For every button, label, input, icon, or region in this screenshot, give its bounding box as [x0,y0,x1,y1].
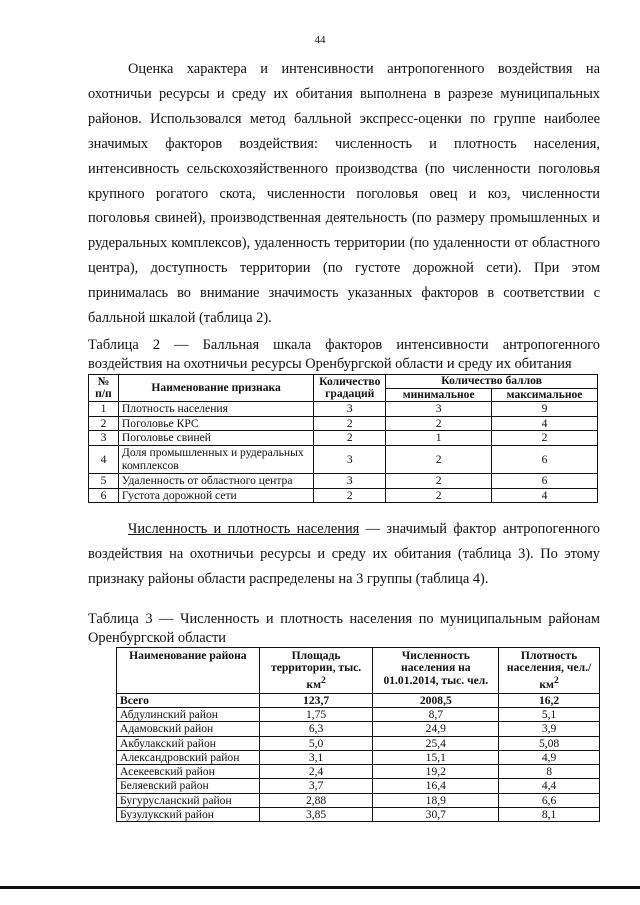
table2-cell-gradations: 2 [314,416,386,431]
intro-paragraph [88,57,600,331]
table2-cell-name: Плотность населения [118,402,313,417]
table2-cell-name: Густота дорожной сети [118,488,313,503]
footer-rule [0,886,640,889]
table2-points-scale [88,374,598,503]
table2-row [89,445,598,473]
table3-cell-area: 2,88 [259,793,373,807]
table2-cell-min: 3 [386,402,492,417]
table2-cell-min: 1 [386,431,492,446]
table2-row [89,488,598,503]
table3-header-population: Численность населения на 01.01.2014, тыс. чел. [373,648,499,694]
table3-cell-density: 5,1 [499,708,600,722]
table3-total-density: 16,2 [499,694,600,708]
table2-cell-gradations: 3 [314,402,386,417]
table2-cell-gradations: 3 [314,445,386,473]
table2-cell-name: Удаленность от областного центра [118,473,313,488]
table2-cell-num: 2 [89,416,119,431]
table3-cell-area: 3,7 [259,779,373,793]
table2-row [89,402,598,417]
table3-cell-name: Александровский район [117,750,260,764]
table2-header-gradations: Количество градаций [314,375,386,402]
table3-cell-area: 6,3 [259,722,373,736]
table3-cell-density: 8 [499,765,600,779]
table2-cell-max: 2 [492,431,598,446]
table3-total-area: 123,7 [259,694,373,708]
table3-population-density [116,647,600,822]
table2-cell-num: 1 [89,402,119,417]
table3-cell-name: Абдулинский район [117,708,260,722]
table3-cell-name: Бугурусланский район [117,793,260,807]
table3-total-row [117,694,600,708]
table3-header-name: Наименование района [117,648,260,694]
table3-caption: Таблица 3 — Численность и плотность населения по муниципальным районам Оренбургской области [88,611,600,646]
table2-cell-max: 4 [492,416,598,431]
table2-cell-gradations: 3 [314,473,386,488]
table3-row [117,779,600,793]
table2-cell-min: 2 [386,473,492,488]
table2-cell-max: 6 [492,445,598,473]
table2-header-min: минимальное [386,388,492,402]
table3-row [117,708,600,722]
table2-header-max: максимальное [492,388,598,402]
table2-header-num: № п/п [89,375,119,402]
table2-cell-num: 5 [89,473,119,488]
intro-paragraph-text: Оценка характера и интенсивности антропогенного воздействия на охотничьи ресурсы и среду их обитания выполнена в разрезе муниципальных районов. Использовался метод балльной экспресс-оценки по группе наиболее значимых факторов воздействия: численность и плотность населения, интенсивность сельскохозяйственного производства (по численности поголовья крупного рогатого скота, численности поголовья овец и коз, численности поголовья свиней), производственная деятельность (по размеру промышленных и рудеральных комплексов), удаленность территории (по удаленности от областного центра), доступность территории (по густоте дорожной сети). При этом принималась во внимание значимость указанных факторов в соответствии с балльной шкалой (таблица 2). [88,61,600,327]
table3-total-population: 2008,5 [373,694,499,708]
table2-row [89,431,598,446]
table2-header-points: Количество баллов [386,375,598,389]
table2-cell-max: 9 [492,402,598,417]
table3-cell-area: 3,85 [259,807,373,821]
page-number: 44 [314,34,326,46]
table3-row [117,750,600,764]
table3-cell-density: 4,9 [499,750,600,764]
table3-cell-area: 2,4 [259,765,373,779]
table3-cell-name: Асекеевский район [117,765,260,779]
table3-cell-pop: 25,4 [373,736,499,750]
table2-cell-min: 2 [386,445,492,473]
table2-cell-max: 6 [492,473,598,488]
table3-cell-area: 1,75 [259,708,373,722]
table2-cell-num: 3 [89,431,119,446]
table2-cell-name: Поголовье КРС [118,416,313,431]
table3-cell-area: 5,0 [259,736,373,750]
table2-cell-min: 2 [386,488,492,503]
table2-cell-max: 4 [492,488,598,503]
table3-cell-density: 6,6 [499,793,600,807]
table3-row [117,807,600,821]
table3-cell-name: Бузулукский район [117,807,260,821]
table2-cell-num: 6 [89,488,119,503]
table3-cell-pop: 19,2 [373,765,499,779]
table2-row [89,473,598,488]
table3-cell-density: 3,9 [499,722,600,736]
population-paragraph [88,517,600,592]
table2-caption: Таблица 2 — Балльная шкала факторов интенсивности антропогенного воздействия на охотничьи ресурсы Оренбургской области и среду их обитания [88,337,600,372]
table2-header-name: Наименование признака [118,375,313,402]
population-heading: Численность и плотность населения [128,521,360,537]
table3-row [117,722,600,736]
table2-cell-name: Доля промышленных и рудеральных комплексов [118,445,313,473]
table2-cell-min: 2 [386,416,492,431]
table3-cell-pop: 16,4 [373,779,499,793]
table3-cell-pop: 24,9 [373,722,499,736]
table2-cell-name: Поголовье свиней [118,431,313,446]
table3-cell-area: 3,1 [259,750,373,764]
table3-cell-density: 4,4 [499,779,600,793]
table3-row [117,736,600,750]
table3-cell-density: 5,08 [499,736,600,750]
table3-row [117,793,600,807]
table3-cell-pop: 15,1 [373,750,499,764]
table3-total-name: Всего [117,694,260,708]
table2-cell-num: 4 [89,445,119,473]
table3-header-area: Площадь территории, тыс. $км^2$ [259,648,373,694]
table3-cell-density: 8,1 [499,807,600,821]
table3-cell-pop: 18,9 [373,793,499,807]
table3-cell-name: Беляевский район [117,779,260,793]
table2-cell-gradations: 2 [314,488,386,503]
population-paragraph-text: — значимый фактор антропогенного воздействия на охотничьи ресурсы и среду их обитания (таблица 3). По этому признаку районы области распределены на 3 группы (таблица 4). [88,521,600,587]
table2-row [89,416,598,431]
table3-row [117,765,600,779]
table3-cell-name: Акбулакский район [117,736,260,750]
table3-cell-pop: 8,7 [373,708,499,722]
table3-header-density: Плотность населения, $чел./км^2$ [499,648,600,694]
table2-cell-gradations: 2 [314,431,386,446]
table3-cell-name: Адамовский район [117,722,260,736]
table3-cell-pop: 30,7 [373,807,499,821]
